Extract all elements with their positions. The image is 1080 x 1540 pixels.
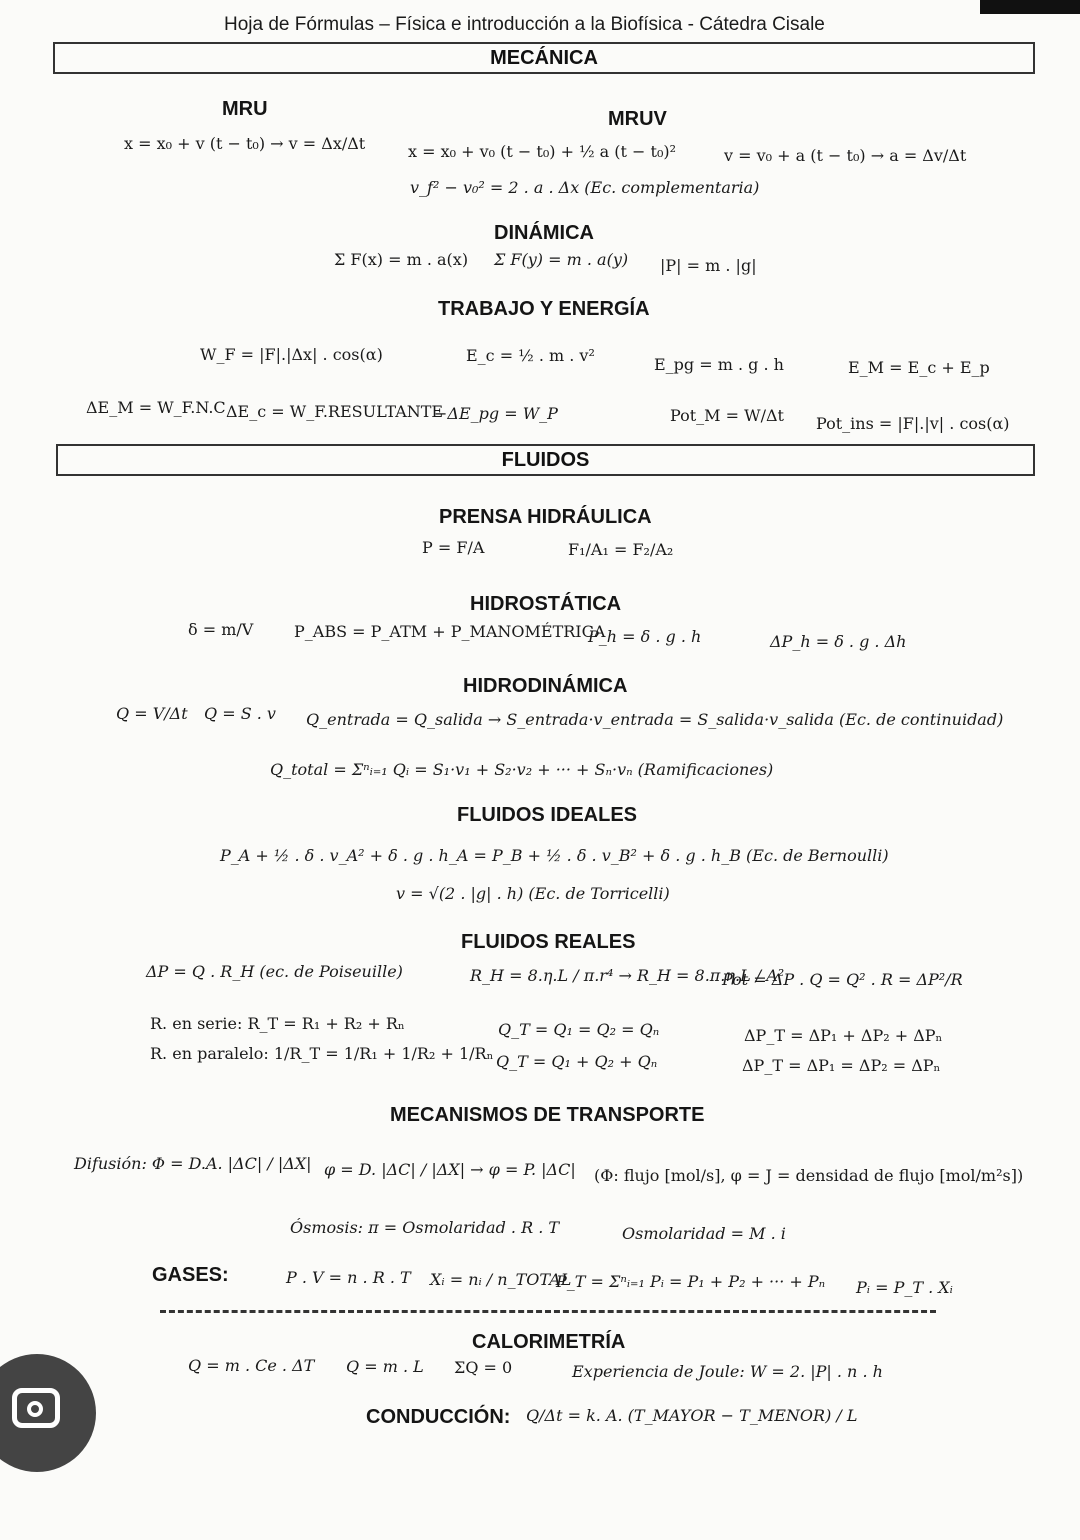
section-mecanica-label: MECÁNICA bbox=[490, 46, 598, 69]
formula-calor-latente: Q = m . L bbox=[346, 1357, 424, 1376]
formula-presion: P = F/A bbox=[422, 538, 485, 557]
formula-presion-parcial: Pᵢ = P_T . Xᵢ bbox=[856, 1278, 953, 1297]
heading-prensa-hidraulica: PRENSA HIDRÁULICA bbox=[439, 506, 652, 528]
heading-gases: GASES: bbox=[152, 1264, 229, 1286]
formula-osmolaridad: Osmolaridad = M . i bbox=[622, 1224, 786, 1243]
formula-presion-hidrostatica: P_h = δ . g . h bbox=[588, 627, 702, 646]
formula-resistencia: R_H = 8.η.L / π.r⁴ → R_H = 8.π.η.L / A² bbox=[470, 966, 785, 985]
formula-prensa: F₁/A₁ = F₂/A₂ bbox=[568, 540, 674, 559]
formula-osmosis: Ósmosis: π = Osmolaridad . R . T bbox=[290, 1218, 560, 1237]
formula-mruv-position: x = x₀ + v₀ (t − t₀) + ½ a (t − t₀)² bbox=[408, 142, 677, 161]
formula-flujo-unidades: (Φ: flujo [mol/s], φ = J = densidad de flujo [mol/m²s]) bbox=[594, 1166, 1024, 1185]
heading-mruv: MRUV bbox=[608, 108, 667, 130]
formula-caudal-paralelo: Q_T = Q₁ + Q₂ + Qₙ bbox=[496, 1052, 658, 1071]
formula-densidad-flujo: φ = D. |ΔC| / |ΔX| → φ = P. |ΔC| bbox=[324, 1160, 576, 1179]
formula-potencia-fluido: Pot = ΔP . Q = Q² . R = ΔP²/R bbox=[722, 970, 963, 989]
formula-suma-calor: ΣQ = 0 bbox=[454, 1358, 513, 1377]
formula-ramificaciones: Q_total = Σⁿᵢ₌₁ Qᵢ = S₁·v₁ + S₂·v₂ + ··· + Sₙ·vₙ (Ramificaciones) bbox=[270, 760, 774, 779]
section-fluidos-label: FLUIDOS bbox=[501, 448, 590, 471]
formula-trabajo: W_F = |F|.|Δx| . cos(α) bbox=[200, 345, 383, 364]
formula-din-x: Σ F(x) = m . a(x) bbox=[334, 250, 469, 269]
formula-difusion: Difusión: Φ = D.A. |ΔC| / |ΔX| bbox=[74, 1154, 312, 1173]
formula-mruv-complementaria: v_f² − v₀² = 2 . a . Δx (Ec. complementaria) bbox=[410, 178, 760, 197]
formula-densidad: δ = m/V bbox=[188, 620, 254, 639]
formula-continuidad: Q_entrada = Q_salida → S_entrada·v_entrada = S_salida·v_salida (Ec. de continuidad) bbox=[306, 710, 1004, 729]
formula-presion-total: P_T = Σⁿᵢ₌₁ Pᵢ = P₁ + P₂ + ··· + Pₙ bbox=[556, 1272, 826, 1291]
heading-hidrodinamica: HIDRODINÁMICA bbox=[463, 675, 628, 697]
formula-caudal-volumen: Q = V/Δt bbox=[116, 704, 188, 723]
camera-lens-circle bbox=[27, 1401, 43, 1417]
formula-potencia-media: Pot_M = W/Δt bbox=[670, 406, 784, 425]
formula-delta-epg: −ΔE_pg = W_P bbox=[434, 404, 558, 423]
heading-hidrostatica: HIDROSTÁTICA bbox=[470, 593, 622, 615]
formula-resistencia-paralelo: R. en paralelo: 1/R_T = 1/R₁ + 1/R₂ + 1/Rₙ bbox=[150, 1044, 494, 1063]
formula-presion-paralelo: ΔP_T = ΔP₁ = ΔP₂ = ΔPₙ bbox=[742, 1056, 941, 1075]
formula-caudal-seccion: Q = S . v bbox=[204, 704, 276, 723]
heading-fluidos-reales: FLUIDOS REALES bbox=[461, 931, 636, 953]
formula-conduccion: Q/Δt = k. A. (T_MAYOR − T_MENOR) / L bbox=[526, 1406, 858, 1425]
formula-delta-presion: ΔP_h = δ . g . Δh bbox=[770, 632, 907, 651]
formula-presion-serie: ΔP_T = ΔP₁ + ΔP₂ + ΔPₙ bbox=[744, 1026, 943, 1045]
formula-resistencia-serie: R. en serie: R_T = R₁ + R₂ + Rₙ bbox=[150, 1014, 405, 1033]
formula-gas-ideal: P . V = n . R . T bbox=[286, 1268, 411, 1287]
heading-dinamica: DINÁMICA bbox=[494, 222, 594, 244]
section-fluidos bbox=[56, 444, 1035, 476]
formula-energia-cinetica: E_c = ½ . m . v² bbox=[466, 346, 595, 365]
heading-mru: MRU bbox=[222, 98, 268, 120]
formula-mruv-velocity: v = v₀ + a (t − t₀) → a = Δv/Δt bbox=[724, 146, 967, 165]
lens-camera-button[interactable] bbox=[0, 1354, 96, 1472]
formula-din-y: Σ F(y) = m . a(y) bbox=[494, 250, 629, 269]
formula-joule: Experiencia de Joule: W = 2. |P| . n . h bbox=[572, 1362, 883, 1381]
top-edge-shadow bbox=[980, 0, 1080, 14]
formula-presion-absoluta: P_ABS = P_ATM + P_MANOMÉTRICA bbox=[294, 622, 606, 641]
heading-fluidos-ideales: FLUIDOS IDEALES bbox=[457, 804, 638, 826]
formula-calor-sensible: Q = m . Ce . ΔT bbox=[188, 1356, 315, 1375]
section-mecanica bbox=[53, 42, 1035, 74]
lens-camera-icon bbox=[12, 1388, 60, 1428]
formula-torricelli: v = √(2 . |g| . h) (Ec. de Torricelli) bbox=[396, 884, 670, 903]
formula-energia-mecanica: E_M = E_c + E_p bbox=[848, 358, 990, 377]
heading-mecanismos-transporte: MECANISMOS DE TRANSPORTE bbox=[390, 1104, 705, 1126]
formula-peso: |P| = m . |g| bbox=[660, 256, 757, 275]
page-title: Hoja de Fórmulas – Física e introducción a la Biofísica - Cátedra Cisale bbox=[224, 14, 825, 35]
heading-conduccion: CONDUCCIÓN: bbox=[366, 1406, 511, 1428]
heading-calorimetria: CALORIMETRÍA bbox=[472, 1331, 626, 1353]
formula-delta-em: ΔE_M = W_F.N.C bbox=[86, 398, 226, 417]
formula-caudal-serie: Q_T = Q₁ = Q₂ = Qₙ bbox=[498, 1020, 660, 1039]
dashed-divider bbox=[160, 1310, 936, 1313]
formula-bernoulli: P_A + ½ . δ . v_A² + δ . g . h_A = P_B + ½ . δ . v_B² + δ . g . h_B (Ec. de Bernoulli) bbox=[220, 846, 889, 865]
heading-trabajo-energia: TRABAJO Y ENERGÍA bbox=[438, 298, 650, 320]
formula-potencia-instantanea: Pot_ins = |F|.|v| . cos(α) bbox=[816, 414, 1010, 433]
formula-delta-ec: ΔE_c = W_F.RESULTANTE bbox=[226, 402, 444, 421]
formula-poiseuille: ΔP = Q . R_H (ec. de Poiseuille) bbox=[146, 962, 403, 981]
formula-energia-potencial: E_pg = m . g . h bbox=[654, 355, 784, 374]
formula-mru: x = x₀ + v (t − t₀) → v = Δx/Δt bbox=[124, 134, 366, 153]
formula-fraccion-molar: Xᵢ = nᵢ / n_TOTAL bbox=[430, 1270, 572, 1289]
